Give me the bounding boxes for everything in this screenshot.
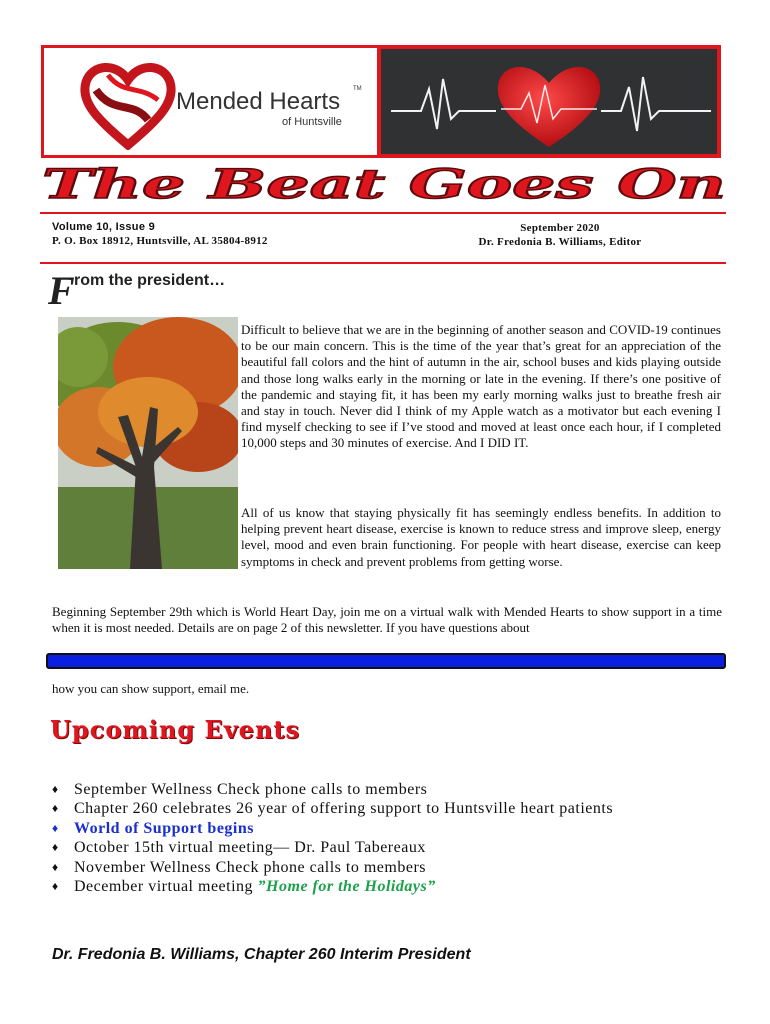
president-paragraph-3: Beginning September 29th which is World Heart Day, join me on a virtual walk with Mended Hearts to show support in a time when it is most needed. Details are on page 2 of this newsletter. If you have questions about bbox=[52, 604, 722, 636]
president-paragraph-3-continued: how you can show support, email me. bbox=[52, 681, 250, 696]
section-heading-president: rom the president… bbox=[74, 272, 226, 289]
diamond-bullet-icon: ♦ bbox=[52, 859, 59, 874]
heartbeat-heart-icon bbox=[381, 49, 717, 154]
autumn-tree-photo bbox=[58, 317, 238, 569]
header-divider-top bbox=[40, 212, 726, 214]
logo-trademark: TM bbox=[353, 86, 362, 92]
blue-divider-bar bbox=[46, 653, 726, 669]
event-text: World of Support begins bbox=[74, 819, 254, 837]
events-list bbox=[52, 780, 742, 896]
list-item bbox=[52, 858, 742, 877]
president-paragraph-1: Difficult to believe that we are in the beginning of another season and COVID-19 continues to be our main concern. This is the time of the year that’s great for an appreciation of the beautiful fall colors and the hint of autumn in the air, school buses and kids playing outside and those long walks early in the morning or late in the evening. If there’s one positive of the pandemic and staying fit, it has been my early morning walks just to breathe fresh air and stay in touch. Never did I think of my Apple watch as a motivator but each evening I find myself checking to see if I’ve stood and moved at least once each hour, if I completed 10,000 steps and 30 minutes of exercise. And I DID IT. bbox=[241, 322, 721, 451]
list-item bbox=[52, 780, 742, 799]
diamond-bullet-icon: ♦ bbox=[52, 782, 59, 796]
event-text: December virtual meeting bbox=[74, 878, 258, 896]
diamond-bullet-icon: ♦ bbox=[52, 801, 59, 816]
issue-number: Volume 10, Issue 9 bbox=[52, 221, 156, 233]
drop-cap: F bbox=[48, 268, 75, 313]
president-paragraph-2: All of us know that staying physically fit has seemingly endless benefits. In addition to helping prevent heart disease, exercise is known to reduce stress and improve sleep, energy level, mood and even brain functioning. For people with heart disease, exercise can keep symptoms in check and prevent problems from getting worse. bbox=[241, 505, 721, 569]
list-item bbox=[52, 838, 742, 857]
list-item bbox=[52, 799, 742, 818]
diamond-bullet-icon: ♦ bbox=[52, 840, 59, 855]
logo-subtitle: of Huntsville bbox=[282, 116, 342, 128]
editor-name: Dr. Fredonia B. Williams, Editor bbox=[478, 236, 642, 248]
diamond-bullet-icon: ♦ bbox=[52, 820, 59, 835]
header-divider-bottom bbox=[40, 262, 726, 264]
signature-line: Dr. Fredonia B. Williams, Chapter 260 Interim President bbox=[52, 946, 471, 963]
diamond-bullet-icon: ♦ bbox=[52, 879, 59, 894]
section-heading-events: Upcoming Events bbox=[50, 715, 300, 744]
list-item bbox=[52, 819, 742, 838]
logo-name: Mended Hearts bbox=[176, 88, 341, 115]
newsletter-title: The Beat Goes On bbox=[42, 161, 726, 208]
event-text: September Wellness Check phone calls to members bbox=[74, 781, 428, 798]
mailing-address: P. O. Box 18912, Huntsville, AL 35804-8912 bbox=[52, 235, 268, 247]
event-text: November Wellness Check phone calls to members bbox=[74, 858, 426, 876]
newsletter-title-banner bbox=[40, 158, 730, 208]
event-text: October 15th virtual meeting— Dr. Paul Tabereaux bbox=[74, 839, 426, 857]
list-item bbox=[52, 877, 742, 896]
issue-date: September 2020 bbox=[520, 222, 600, 234]
event-text: Chapter 260 celebrates 26 year of offering support to Huntsville heart patients bbox=[74, 800, 614, 818]
mended-hearts-logo-panel bbox=[41, 45, 382, 158]
ribbon-heart-icon bbox=[78, 60, 178, 150]
holiday-quote: ”Home for the Holidays” bbox=[257, 878, 436, 896]
chalkboard-heartbeat-image bbox=[377, 45, 721, 158]
